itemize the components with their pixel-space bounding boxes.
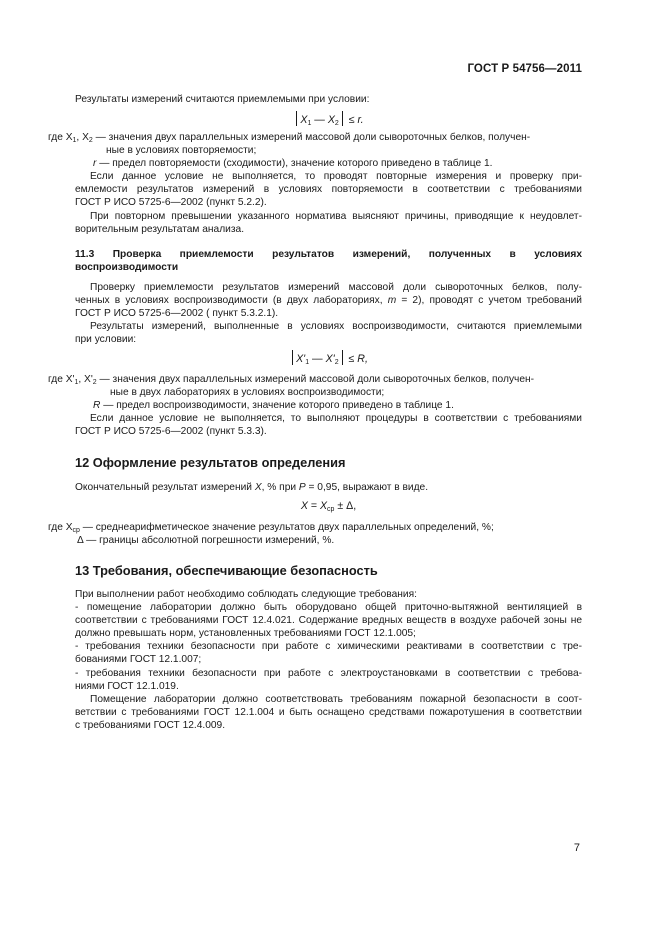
reproducibility-formula: $X'_1$ — $X'_2 \le R$, xyxy=(75,350,582,366)
final-result-where-2: Δ — границы абсолютной погрешности измерений, %. xyxy=(77,535,335,546)
document-id: ГОСТ Р 54756—2011 xyxy=(467,63,582,75)
repeatability-paragraph-2: При повторном превышении указанного норматива выясняют причины, приводящие к неудовлет- ворительным результатам анализа. xyxy=(75,211,582,235)
section-12-title: 12 Оформление результатов определения xyxy=(75,455,346,470)
final-result-paragraph: Окончательный результат измерений X, % при P = 0,95, выражают в виде. xyxy=(75,482,429,493)
reproducibility-paragraph-2: Результаты измерений, выполненные в условиях воспроизводимости, считаются приемлемыми при условии: xyxy=(75,321,582,345)
final-result-where-1: где $X_{ср}$ — среднеарифметическое значение результатов двух параллельных определений, %; xyxy=(48,522,494,534)
section-11-3-title: 11.3 Проверка приемлемости результатов измерений, полученных в условиях воспроизводимости xyxy=(75,249,582,273)
reproducibility-where-1: где $X'_1$, $X'_2$ — значения двух параллельных измерений массовой доли сывороточных белков, получен- ные в двух лабораториях в условиях воспроизводимости; xyxy=(48,374,535,398)
safety-bullet-1: - помещение лаборатории должно быть оборудовано общей приточно-вытяжной вентиляцией в соответствии с требованиями ГОСТ 12.4.021. Содержание вредных веществ в воздухе рабочей зоны не должно превышать норм, установленных требованиями ГОСТ 12.1.005; xyxy=(75,602,582,639)
repeatability-paragraph-1: Если данное условие не выполняется, то проводят повторные измерения и проверку при- емлемости результатов измерений в условиях повторяемости в соответствии с требованиями ГОСТ Р ИСО 5725-6—2002 (пункт 5.2.2). xyxy=(75,171,582,208)
repeatability-where-1: где $X_1$, $X_2$ — значения двух параллельных измерений массовой доли сывороточных белков, получен- ные в условиях повторяемости; xyxy=(48,132,531,156)
safety-intro: При выполнении работ необходимо соблюдать следующие требования: xyxy=(75,589,417,600)
repeatability-where-2: r — предел повторяемости (сходимости), значение которого приведено в таблице 1. xyxy=(93,158,493,169)
page-number: 7 xyxy=(573,842,580,854)
safety-bullet-2: - требования техники безопасности при работе с химическими реактивами в соответствии с тре- бованиями ГОСТ 12.1.007; xyxy=(75,641,582,665)
fire-safety-paragraph: Помещение лаборатории должно соответствовать требованиям пожарной безопасности в соот- ветствии с требованиями ГОСТ 12.1.004 и быть оснащено средствами пожаротушения в соответствии с требованиями ГОСТ 12.4.009. xyxy=(75,694,582,731)
safety-bullet-3: - требования техники безопасности при работе с электроустановками в соответствии с требова- ниями ГОСТ 12.1.019. xyxy=(75,668,582,692)
repeatability-intro: Результаты измерений считаются приемлемыми при условии: xyxy=(75,94,370,105)
final-result-formula: $X = X_{ср} \pm \Delta$, xyxy=(300,500,357,513)
section-13-title: 13 Требования, обеспечивающие безопасность xyxy=(75,563,378,578)
repeatability-formula: $X_1$ — $X_2 \le r$. xyxy=(75,111,582,127)
reproducibility-paragraph-1: Проверку приемлемости результатов измерений массовой доли сывороточных белков, полу- ченных в условиях воспроизводимости (в двух лабораториях, m = 2), проводят с учетом требований ГОСТ Р ИСО 5725-6—2002 ( пункт 5.3.2.1). xyxy=(75,282,582,319)
reproducibility-where-2: R — предел воспроизводимости, значение которого приведено в таблице 1. xyxy=(93,400,454,411)
reproducibility-paragraph-3: Если данное условие не выполняется, то выполняют процедуры в соответствии с требованиями ГОСТ Р ИСО 5725-6—2002 (пункт 5.3.3). xyxy=(75,413,582,437)
